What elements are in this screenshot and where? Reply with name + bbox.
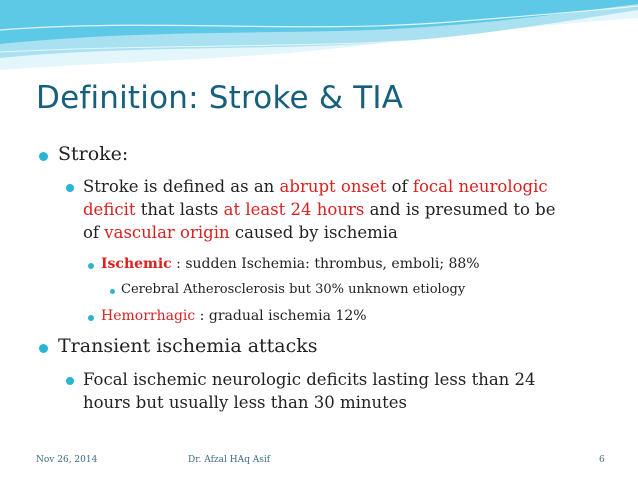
definition-text: and is presumed to be — [364, 200, 556, 219]
footer-date: Nov 26, 2014 — [36, 455, 98, 465]
label-ischemic: Ischemic — [101, 256, 172, 272]
emphasis-at-least-24-hours: at least 24 hours — [223, 200, 365, 219]
bullet-icon — [66, 377, 74, 385]
tia-definition-line: Focal ischemic neurologic deficits lasting less than 24 — [83, 370, 536, 389]
hemorrhagic-text: : gradual ischemia 12% — [195, 308, 367, 324]
bullet-icon — [39, 152, 48, 161]
bullet-atherosclerosis: Cerebral Atherosclerosis but 30% unknown etiology — [121, 282, 466, 297]
bullet-icon — [88, 315, 94, 321]
definition-text: of — [386, 177, 413, 196]
header-wave-decoration — [0, 0, 638, 80]
emphasis-abrupt-onset: abrupt onset — [279, 177, 387, 196]
bullet-icon — [110, 289, 115, 294]
bullet-stroke: Stroke: — [58, 143, 129, 165]
definition-text: caused by ischemia — [229, 223, 398, 242]
footer-author: Dr. Afzal HAq Asif — [188, 455, 271, 465]
bullet-tia: Transient ischemia attacks — [58, 335, 318, 357]
bullet-stroke-definition — [83, 175, 556, 244]
bullet-icon — [88, 263, 94, 269]
slide-title: Definition: Stroke & TIA — [36, 80, 404, 116]
footer-page-number: 6 — [599, 455, 605, 465]
label-hemorrhagic: Hemorrhagic — [101, 308, 196, 324]
tia-definition-line: hours but usually less than 30 minutes — [83, 393, 407, 412]
ischemic-text: : sudden Ischemia: thrombus, emboli; 88% — [171, 256, 480, 272]
emphasis-deficit: deficit — [83, 200, 136, 219]
bullet-icon — [66, 184, 74, 192]
emphasis-vascular-origin: vascular origin — [104, 223, 230, 242]
definition-text: Stroke is defined as an — [83, 177, 280, 196]
definition-text: that lasts — [135, 200, 224, 219]
bullet-tia-definition — [83, 368, 536, 414]
bullet-ischemic — [101, 256, 480, 272]
emphasis-focal-neurologic: focal neurologic — [412, 177, 548, 196]
bullet-icon — [39, 344, 48, 353]
definition-text: of — [83, 223, 105, 242]
bullet-hemorrhagic — [101, 308, 367, 324]
